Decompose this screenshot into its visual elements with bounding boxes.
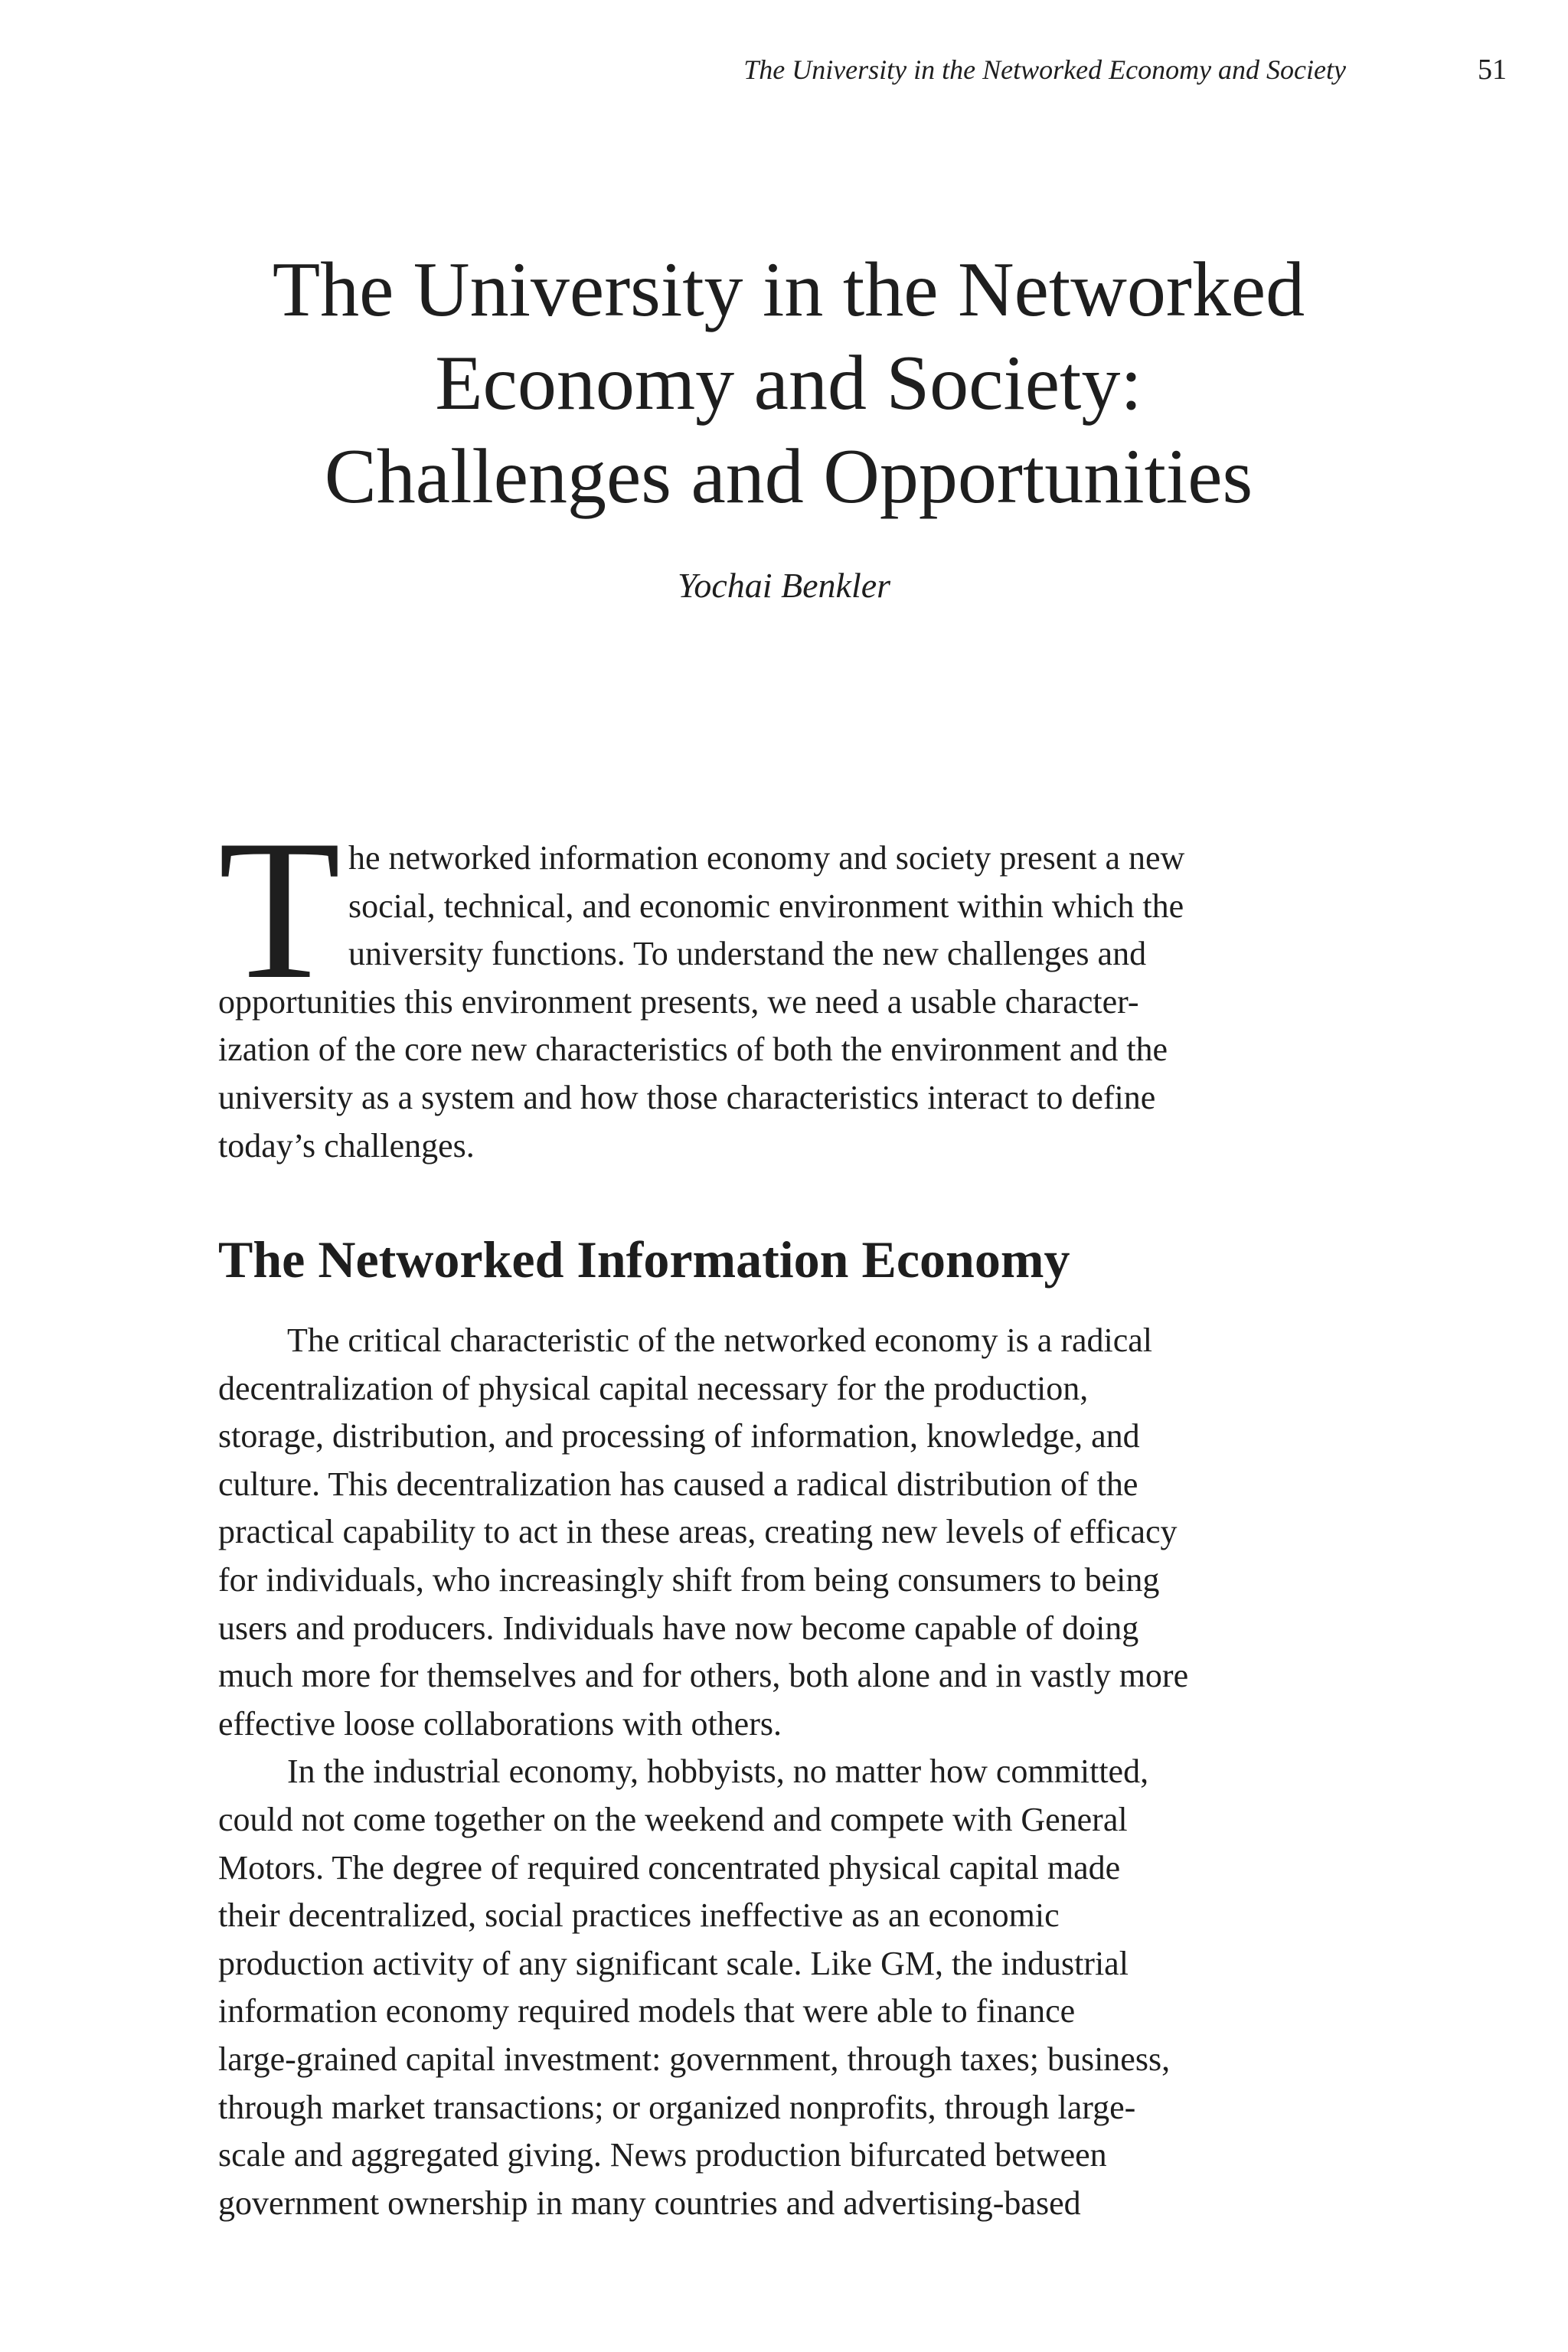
text-line: university as a system and how those characteristics interact to define [218,1078,1156,1116]
text-line: Motors. The degree of required concentrated physical capital made [218,1848,1121,1886]
paragraph [218,1317,1367,1748]
text-line: The critical characteristic of the networked economy is a radical [287,1321,1153,1359]
text-line: social, technical, and economic environment within which the [348,887,1184,925]
text-line: scale and aggregated giving. News production bifurcated between [218,2136,1107,2174]
article-title [176,243,1401,524]
title-line: Challenges and Opportunities [324,433,1253,520]
text-line: large-grained capital investment: government, through taxes; business, [218,2040,1171,2078]
author-name: Yochai Benkler [677,566,891,605]
running-header [0,47,1568,93]
text-line: much more for themselves and for others, both alone and in vastly more [218,1657,1189,1695]
text-line: government ownership in many countries and advertising-based [218,2184,1081,2222]
section-body [218,1317,1367,2227]
text-line: culture. This decentralization has caused a radical distribution of the [218,1465,1138,1503]
title-line: The University in the Networked [272,247,1305,333]
text-line: production activity of any significant scale. Like GM, the industrial [218,1944,1129,1982]
text-line: could not come together on the weekend and compete with General [218,1800,1128,1838]
text-line: their decentralized, social practices ineffective as an economic [218,1896,1060,1935]
text-line: users and producers. Individuals have now become capable of doing [218,1609,1139,1647]
text-line: In the industrial economy, hobbyists, no matter how committed, [287,1753,1149,1791]
text-line: he networked information economy and society present a new [348,839,1185,877]
text-line: storage, distribution, and processing of information, knowledge, and [218,1417,1140,1455]
text-line: information economy required models that were able to finance [218,1992,1076,2030]
page-number: 51 [1478,54,1507,86]
text-line: for individuals, who increasingly shift from being consumers to being [218,1560,1160,1599]
text-line: ization of the core new characteristics of both the environment and the [218,1031,1168,1069]
text-line: university functions. To understand the new challenges and [348,935,1147,973]
text-line: today’s challenges. [218,1126,475,1165]
text-line: effective loose collaborations with others. [218,1704,782,1743]
drop-cap: T [218,799,341,1021]
text-line: practical capability to act in these areas, creating new levels of efficacy [218,1513,1178,1551]
intro-paragraph [218,799,1367,1170]
running-title: The University in the Networked Economy and Society [743,54,1346,85]
text-line: opportunities this environment presents, we need a usable character- [218,982,1139,1021]
title-line: Economy and Society: [435,340,1142,426]
text-line: decentralization of physical capital necessary for the production, [218,1369,1089,1407]
text-line: through market transactions; or organized nonprofits, through large- [218,2088,1136,2126]
paragraph [218,1748,1367,2227]
section-heading: The Networked Information Economy [218,1230,1070,1289]
